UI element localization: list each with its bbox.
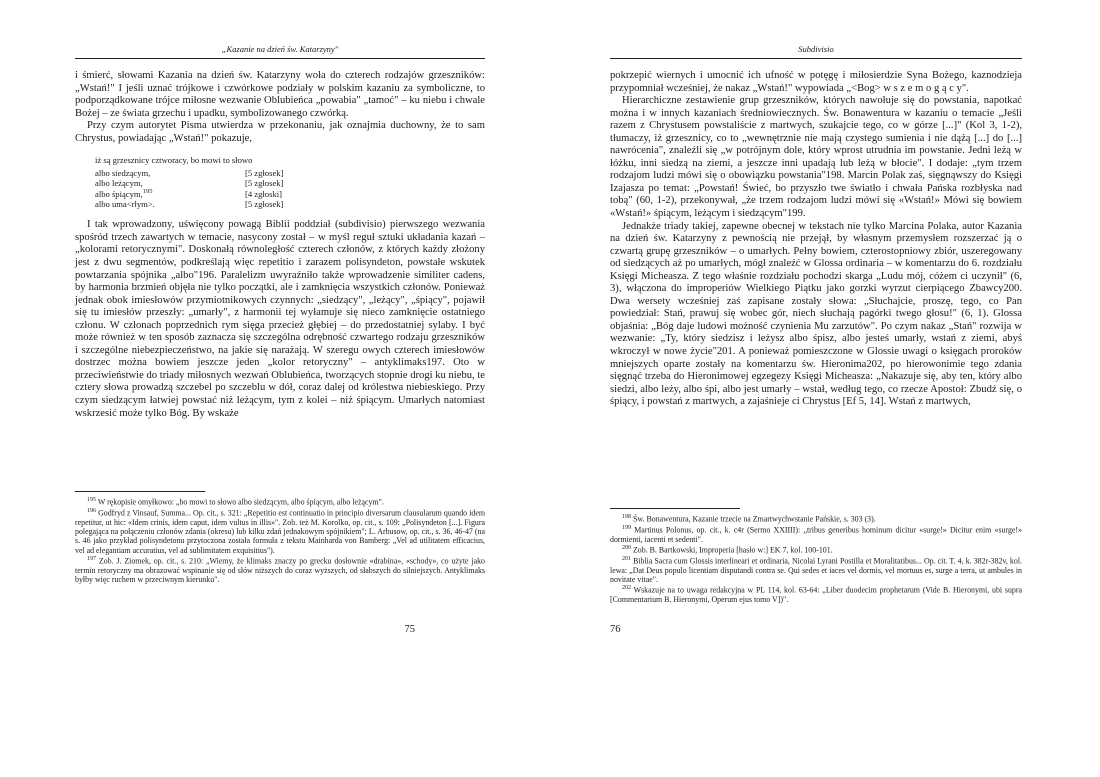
footnote-text: W rękopisie omyłkowo: „bo mowi to słowo albo siedzącym, albo śpiącym, albo leżącym".	[97, 497, 384, 507]
footnote-text: Wskazuje na to uwaga redakcyjna w PL 114, kol. 63-64: „Liber duodecim prophetarum (Vide B. Hieronymi, ubi supra [Commentarium B. Hieronymi, Operum ejus tomo V])".	[610, 585, 1022, 605]
footnote-number: 200	[622, 545, 631, 551]
footnote-number: 195	[87, 497, 96, 503]
footnote-text: Św. Bonawentura, Kazanie trzecie na Zmartwychwstanie Pańskie, s. 303 (3).	[632, 514, 876, 524]
footnotes	[75, 496, 485, 584]
footnote-number: 202	[622, 585, 631, 592]
quote-text: albo uma<rłym>.	[95, 198, 155, 209]
footnote-number: 197	[87, 555, 96, 562]
footnote-text: Zob. J. Ziomek, op. cit., s. 210: „Wiemy, że klimaks znaczy po grecku dosłownie «drabina», «schody», co użyte jako termin retoryczny ma obrazować wspinanie się od słów niższych do coraz wyższych, od słabszych do silniejszych. Antyklimaks byłby więc ruchem w przeciwnym kierunku".	[75, 556, 485, 584]
syllable-count: [5 zgłosek]	[245, 167, 284, 178]
footnote-number: 198	[622, 514, 631, 520]
quote-intro: iż są grzesznicy cztworacy, bo mowi to słowo	[95, 155, 253, 166]
footnote-text: Godfryd z Vinsauf, Summa... Op. cit., s. 321: „Repetitio est continuatio in principio diversarum clausularum quando idem repetitur, ut hic: «Idem crinis, idem caput, idem vultus in illis»". Zob. też M. Korolko, op. cit., s. 109: „Polisyndeton [...]. Figura polegająca na połączeniu członów zdania (okresu) lub kilku zdań jednakowym spójnikiem"; L. Arbusow, op. cit., s. 36, 46-47 (na s. 46 jako przykład polisyndetonu przytoczona została formuła z tekstu Mainharda von Bamberg: „Vel ad utilitatem efficacius, vel ad elegantiam accuratius, vel ad sublimitatem exquisitius").	[75, 508, 485, 555]
quote-text: albo leżącym,	[95, 178, 143, 189]
quote-text-wrap	[95, 189, 245, 199]
page-number: 75	[404, 624, 415, 635]
footnote	[610, 544, 1022, 555]
quote-line	[95, 168, 485, 178]
right-page	[610, 0, 1022, 777]
footnote-marker: 195	[142, 187, 153, 195]
footnote	[75, 496, 485, 507]
syllable-count: [4 zgłoski]	[245, 188, 282, 199]
quoted-passage	[95, 155, 485, 209]
left-page	[75, 0, 485, 777]
footnotes	[610, 513, 1022, 604]
footnote-number: 201	[622, 555, 631, 562]
footnote	[610, 584, 1022, 604]
paragraph: Jednakże triady takiej, zapewne obecnej w tekstach nie tylko Marcina Polaka, autor Kazania na dzień św. Katarzyny z pewnością nie przejął, by własnym przemysłem rozszerzać ją o czwartą grupę grzeszników – o umarłych. Pełny bowiem, czterostopniowy zbiór, uszeregowany od siedzących aż po umarłych, mógł znaleźć w Glossa ordinaria – w komentarzu do 6. rozdziału Księgi Micheasza. Z tego właśnie rozdziału pochodzi skarga „Ludu mój, cóżem ci uczynił" (6, 3), włączona do improperiów Wielkiego Piątku jako gorzki wyrzut cierpiącego Zbawcy200. Dwa wersety wcześniej zaś zapisane zostały słowa: „Słuchajcie, proszę, tego, co Pan powiedział: Stań, prawuj się wobec gór, niech słuchają pagórki twego głosu!" (6, 1). Glossa objaśnia: „Bóg daje ludowi możność czynienia Mu zarzutów". Po czym nakaz „Stań" rozwija w wezwanie: „Ty, który siedzisz i leżysz albo śpisz, albo jesteś umarły, wstań z ziemi, abyś wkroczył w nowe życie"201. A ponieważ pomieszczone w Glossie uwagi o księgach proroków mniejszych oparte zostały na komentarzu św. Hieronima202, po hierowonimie tego zdania sięgnąć trzeba do Hieronimowej egzegezy Księgi Micheasza: „Nakazuje się, aby ten, który albo siedzi, albo leży, albo śpi, albo jest umarły – wstał, według tego, co rzecze Apostoł: Zbudź się, o śpiący, i powstań z martwych, a zajaśnieje ci Chrystus [Ef 5, 14]. Wstań z martwych,	[610, 220, 1022, 408]
syllable-count: [5 zgłosek]	[245, 198, 284, 209]
header-rule	[75, 58, 485, 59]
body-text	[75, 70, 485, 420]
paragraph: i śmierć, słowami Kazania na dzień św. Katarzyny woła do czterech rodzajów grzeszników: „Wstań!" I jeśli uznać trójkowe i czwórkowe podziały w polskim kazaniu za symboliczne, to podporządkowane trójce miłosne wezwanie Oblubieńca „powabia" „tamoć" – ku niebu i chwale Bożej – ze świata grzechu i upadku, symbolizowanego czwórką.	[75, 70, 485, 119]
quote-line	[95, 189, 485, 199]
footnote-text: Zob. B. Bartkowski, Improperia [hasło w:] EK 7, kol. 100-101.	[632, 545, 833, 555]
running-head: „Kazanie na dzień św. Katarzyny"	[221, 44, 339, 54]
quote-text: albo siedzącym,	[95, 167, 151, 178]
syllable-count: [5 zgłosek]	[245, 178, 284, 189]
footnote	[610, 513, 1022, 524]
paragraph: Przy czym autorytet Pisma utwierdza w przekonaniu, jak oznajmia duchowny, że to sam Chrystus, powiadając „Wstań!" pokazuje,	[75, 120, 485, 144]
body-text	[610, 70, 1022, 409]
footnote	[75, 507, 485, 555]
footnote-rule	[610, 508, 740, 509]
paragraph: Hierarchiczne zestawienie grup grzeszników, których nawołuje się do powstania, napotkać można i w innych kazaniach średniowiecznych. Św. Bonawentura w kazaniu o temacie „Jeśli razem z Chrystusem powstaliście z martwych, szukajcie tego, co w górze [...]" (Kol 3, 1-2), tłumaczy, iż grzesznicy, co to „wewnętrznie nie mają czystego sumienia i nie dążą [...] do [...] nawrócenia", znaleźli się „w potrójnym dole, który wprost utrudnia im powstanie. Jedni leżą w łóżku, inni siedzą na ziemi, a jeszcze inni upadają lub leżą w błocie". I dodaje: „tym trzem rodzajom ludzi mówi się o obowiązku powstania"198. Marcin Polak zaś, sięgnąwszy do Księgi Izajasza po temat: „Powstań! Świeć, bo przyszło twe światło i chwała Pańska rozbłyska nad tobą" (60, 1-2), przekonywał, „że trzem rodzajom ludzi mówi się «Wstań!» Mówi się bowiem «Wstań!» śpiącym, leżącym i siedzącym"199.	[610, 95, 1022, 220]
footnote-text: Martinus Polonus, op. cit., k. c4r (Sermo XXIIII): „tribus generibus hominum dicitur «surge!» Dicitur enim «surge!» dormienti, iacenti et sedenti".	[610, 525, 1022, 544]
quote-text: albo śpiącym,	[95, 188, 143, 199]
footnote-rule	[75, 491, 205, 492]
footnote	[610, 524, 1022, 544]
paragraph: I tak wprowadzony, uświęcony powagą Biblii poddział (subdivisio) pierwszego wezwania spośród trzech zawartych w temacie, nasycony został – w myśl reguł sztuki układania kazań – „kolorami retorycznymi". Doskonałą równoległość czterech członów, z których każdy złożony jest z dwu segmentów, podkreślają więc repetitio i zarazem polisyndeton, powstałe wskutek powtarzania spójnika „albo"196. Paralelizm uwyraźniło także wprowadzenie similiter cadens, by harmonia brzmień objęła nie tylko początki, ale i zamknięcia wszystkich członów. Ponieważ jednak obok imiesłowów przymiotnikowych czynnych: „siedzący", „leżący", „śpiący", pojawił się tu imiesłów przeszły: „umarły", z harmonii tej wyłamuje się nieco zamknięcie ostatniego członu. W członach poprzednich rym sięga przecież głębiej – do przedostatniej sylaby. I być może również w ten sposób zaznacza się szczególna odrębność czwartego rodzaju grzeszników i szczególne niebezpieczeństwo, na jakie się narażają. W szeregu owych czterech imiesłowów dostrzec można bowiem jeszcze jeden „kolor retoryczny" – antyklimaks197. Oto w przeciwieństwie do triady miłosnych wezwań Oblubieńca, tworzących stopnie drogi ku niebu, te cztery słowa prowadzą szczebel po szczeblu w dół, coraz dalej od królestwa niebieskiego. Przy czym siedzącym łatwiej powstać niż leżącym, tym z kolei – niż śpiącym. Umarłych natomiast wskrzesić może tylko Bóg. By wskaże	[75, 219, 485, 419]
quote-line	[95, 178, 485, 188]
page-number: 76	[610, 624, 621, 635]
paragraph: pokrzepić wiernych i umocnić ich ufność w potęgę i miłosierdzie Syna Bożego, kaznodzieja przypomniał wcześniej, że nakaz „Wstań!" wypowiada „<Bog> w s z e m o g ą c y".	[610, 70, 1022, 94]
footnote	[610, 555, 1022, 584]
running-head: Subdivisio	[798, 44, 834, 54]
header-rule	[610, 58, 1022, 59]
footnote	[75, 555, 485, 584]
footnote-number: 196	[87, 507, 96, 514]
footnote-text: Biblia Sacra cum Glossis interlineari et ordinaria, Nicolai Lyrani Postilla et Moralitatibus... Op. cit. T. 4, k. 382r-382v, kol. lewa: „Dat Deus populo licentiam disputandi contra se. Qui sedes et iaces vel dormis, vel mortuus es, surge a terra, ut ambules in novitate vitae".	[610, 556, 1022, 584]
footnote-number: 199	[622, 524, 631, 531]
quote-line	[95, 199, 485, 209]
